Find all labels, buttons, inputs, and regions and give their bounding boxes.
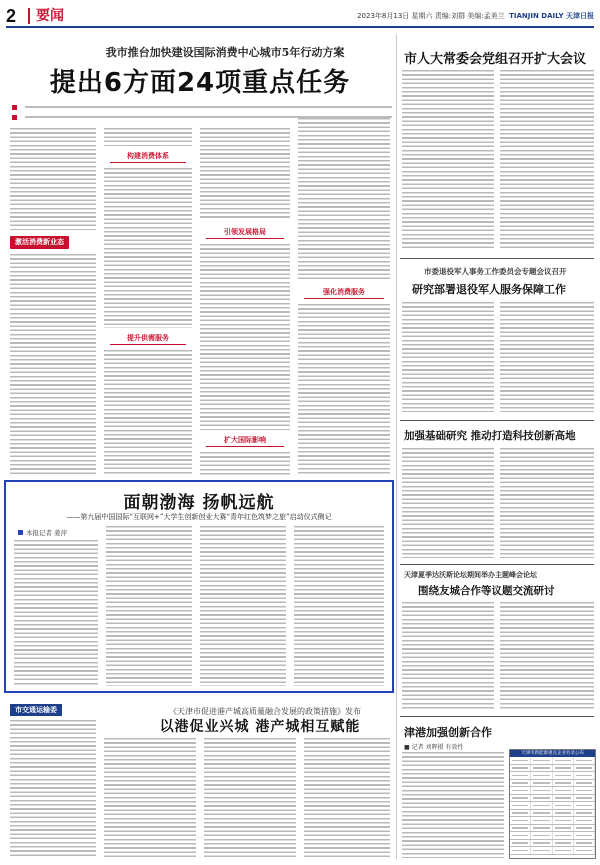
story-headline: 研究部署退役军人服务保障工作 [412,283,566,296]
lead-kicker: 我市推台加快建设国际消费中心城市5年行动方案 [105,46,345,59]
bottom-headline: 以港促业兴城 港产城相互赋能 [159,719,361,735]
article-text [402,752,504,858]
section-name: 要闻 [28,8,64,24]
article-text [200,526,286,686]
story-headline: 加强基础研究 推动打造科技创新高地 [404,430,576,442]
lead-headline: 提出6方面24项重点任务 [49,68,351,98]
article-text [200,244,290,430]
table-row [510,840,595,848]
subhead: 强化消费服务 [304,286,384,299]
story-rule [400,258,594,259]
article-text [402,70,494,250]
article-text [10,720,96,858]
story-headline: 围绕友城合作等议题交流研讨 [418,585,555,597]
article-text [104,350,192,476]
article-text [402,602,494,710]
paper-name: TIANJIN DAILY 天津日报 [509,12,594,20]
table-row [510,757,595,765]
bullet-square-icon [12,115,17,120]
story-kicker: 天津夏季达沃斯论坛期间举办主题峰会论坛 [404,570,537,579]
text-line [25,106,392,108]
feature-story-box [4,480,394,693]
subhead: 扩大国际影响 [206,434,284,447]
feature-byline [18,528,67,537]
article-text [500,602,594,710]
story-kicker: 市委退役军人事务工作委员会专题会议召开 [424,267,567,276]
story-rule [400,420,594,421]
date-line [357,11,594,21]
table-row [510,847,595,855]
table-row [510,825,595,833]
table-row [510,817,595,825]
article-text [304,738,390,858]
table-row [510,787,595,795]
table-row [510,765,595,773]
subhead: 提升供需服务 [110,332,186,345]
article-text [104,738,196,858]
article-text [106,526,192,686]
subhead: 构建消费体系 [110,150,186,163]
feature-headline: 面朝渤海 扬帆远航 [123,493,275,513]
article-text [298,304,390,476]
byline-text: 本报记者 姜萍 [26,529,68,537]
bottom-kicker: 《天津市促进港产城高质量融合发展的政策措施》发布 [169,707,361,716]
story-byline: ■ 记者 刘晖摄 有效性 [404,744,464,751]
feature-subtitle: ——第九届中国国际“互联网+”大学生创新创业大赛“青年红色筑梦之旅”启动仪式侧记 [66,513,332,521]
article-text [10,128,96,230]
article-text [104,168,192,328]
table-title: 天津市新能源重点企业名录公布 [510,750,595,757]
page-number: 2 [6,6,17,26]
article-text [500,70,594,250]
subhead: 引领发展格局 [206,226,284,239]
article-text [500,448,594,558]
article-text [500,302,594,412]
bullet-square-icon [18,530,23,535]
table-row [510,795,595,803]
subhead: 激活消费新业态 [10,236,69,249]
article-text [298,118,390,280]
table-row [510,772,595,780]
article-text [14,540,98,686]
table-row [510,832,595,840]
table-row [510,810,595,818]
date-text: 2023年8月13日 星期六 责编:刘群 美编:孟美兰 [357,12,505,20]
article-text [200,128,290,220]
article-text [402,448,494,558]
masthead [6,6,594,28]
section-tag: 市交通运输委 [10,704,62,716]
article-text [104,128,192,146]
article-text [10,254,96,476]
bullet-square-icon [12,105,17,110]
story-headline: 津港加强创新合作 [404,726,492,739]
story-rule [400,716,594,717]
article-text [402,302,494,412]
article-text [294,526,384,686]
table-row [510,780,595,788]
table-row [510,802,595,810]
story-headline: 市人大常委会党组召开扩大会议 [404,52,587,67]
data-table [509,749,596,859]
summary-row [12,102,392,112]
article-text [204,738,296,858]
article-text [200,452,290,476]
story-rule [400,564,594,565]
